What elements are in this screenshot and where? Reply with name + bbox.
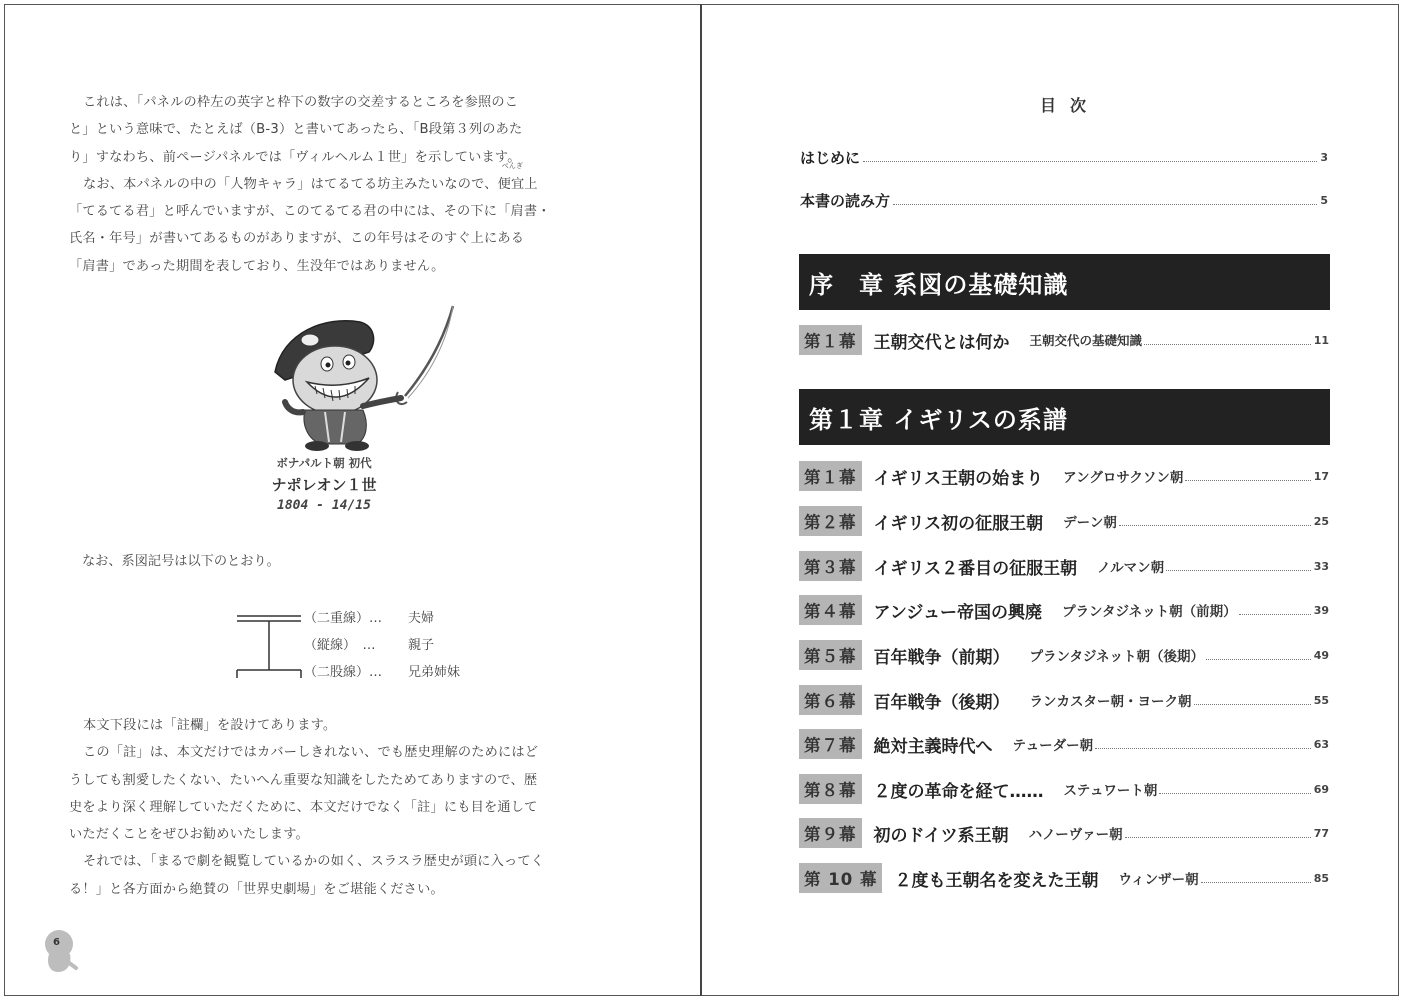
character-name: ナポレオン１世	[271, 476, 377, 494]
text-line: これは、「パネルの枠左の英字と枠下の数字の交差するところを参照のこ	[83, 95, 519, 110]
text-line: それでは、「まるで劇を観覧しているかの如く、スラスラ歴史が頭に入ってく	[83, 854, 545, 870]
act-page: 77	[1313, 826, 1329, 840]
legend-row	[304, 661, 460, 680]
dot-leader	[1239, 614, 1311, 615]
text-line: と」という意味で、たとえば（B-3）と書いてあったら、「B段第３列のあた	[69, 122, 523, 138]
dot-leader	[1194, 704, 1311, 705]
act-title: 絶対主義時代へ	[873, 736, 993, 757]
intro-paragraph	[69, 89, 609, 280]
legend-meaning: 兄弟姉妹	[408, 665, 461, 680]
act-page: 49	[1313, 648, 1329, 662]
legend-label: （縦線） …	[304, 638, 376, 653]
act-title: ２度の革命を経て……	[873, 781, 1044, 802]
act-label: 第４幕	[799, 595, 862, 625]
toc-title: 目次	[1040, 96, 1101, 115]
legend-label: （二重線）…	[304, 611, 383, 626]
dot-leader	[1125, 837, 1311, 838]
toc-front-entry[interactable]	[800, 146, 1328, 168]
act-page: 39	[1313, 603, 1329, 617]
act-subtitle: ステュワート朝	[1063, 783, 1158, 799]
act-label: 第１幕	[799, 461, 862, 491]
chapter-heading-1[interactable]: 第１章 イギリスの系譜	[799, 389, 1330, 445]
toc-entry-page: 3	[1320, 150, 1328, 164]
act-label: 第２幕	[799, 506, 862, 536]
act-title: 初のドイツ系王朝	[873, 825, 1009, 846]
toc-act-entry[interactable]	[799, 863, 1329, 893]
act-page: 63	[1313, 737, 1329, 751]
act-page: 11	[1313, 333, 1329, 347]
act-label: 第６幕	[799, 685, 862, 715]
text-line: いただくことをぜひお勧めいたします。	[69, 827, 309, 843]
dot-leader	[1095, 748, 1311, 749]
mascot-silhouette-icon	[40, 924, 80, 974]
legend-row	[304, 634, 434, 653]
footnote-paragraph	[69, 712, 609, 903]
page-number-badge	[40, 924, 80, 974]
act-subtitle: ランカスター朝・ヨーク朝	[1029, 694, 1192, 710]
toc-entry-title: 本書の読み方	[800, 191, 891, 210]
act-label: 第３幕	[799, 551, 862, 581]
text-line: 史をより深く理解していただくために、本文だけでなく「註」にも目を通して	[69, 799, 538, 815]
act-title: ２度も王朝名を変えた王朝	[894, 870, 1099, 891]
dot-leader	[1159, 793, 1310, 794]
toc-act-entry[interactable]	[799, 640, 1329, 670]
character-dynasty: ボナパルト朝 初代	[276, 456, 372, 470]
act-label: 第８幕	[799, 774, 862, 804]
act-page: 69	[1313, 782, 1329, 796]
text-line: うしても割愛したくない、たいへん重要な知識をしたためてありますので、歴	[69, 772, 538, 788]
act-subtitle: アングロサクソン朝	[1063, 470, 1184, 486]
text-line	[69, 161, 609, 198]
text-line: り」すなわち、前ページパネルでは「ヴィルヘルム１世」を示しています。	[69, 149, 521, 165]
ruby-word	[497, 161, 525, 198]
act-subtitle: ハノーヴァー朝	[1028, 827, 1123, 843]
act-title: 百年戦争（後期）	[873, 692, 1010, 713]
dot-leader	[1185, 480, 1310, 481]
ruby-reading: べんぎ	[501, 161, 524, 170]
act-page: 25	[1313, 514, 1329, 528]
toc-entry-title: はじめに	[800, 148, 861, 167]
toc-act-entry[interactable]	[799, 774, 1329, 804]
act-page: 33	[1313, 559, 1329, 573]
act-subtitle: テューダー朝	[1012, 738, 1094, 754]
act-subtitle: ノルマン朝	[1097, 560, 1165, 576]
character-years: 1804 - 14/15	[277, 498, 371, 513]
dot-leader	[893, 204, 1317, 205]
act-title: 王朝交代とは何か	[873, 332, 1010, 353]
act-page: 17	[1313, 469, 1329, 483]
act-title: イギリス初の征服王朝	[873, 513, 1044, 534]
chapter-heading-prologue[interactable]: 序 章 系図の基礎知識	[799, 254, 1330, 310]
act-label: 第９幕	[799, 818, 862, 848]
legend-row	[304, 607, 434, 626]
act-subtitle: 王朝交代の基礎知識	[1029, 333, 1143, 348]
act-title: イギリス王朝の始まり	[873, 468, 1044, 489]
act-title: 百年戦争（前期）	[873, 647, 1010, 668]
act-page: 85	[1313, 871, 1329, 885]
legend-label: （二股線）…	[304, 665, 383, 680]
toc-act-entry[interactable]	[799, 595, 1329, 625]
genealogy-legend	[230, 602, 530, 682]
page-gutter	[700, 4, 702, 996]
toc-act-entry[interactable]	[799, 551, 1329, 581]
dot-leader	[1201, 882, 1311, 883]
dot-leader	[1144, 344, 1311, 345]
act-label: 第 10 幕	[799, 863, 882, 893]
legend-intro: なお、系図記号は以下のとおり。	[82, 554, 280, 569]
act-title: アンジュー帝国の興廃	[873, 602, 1043, 623]
act-label: 第７幕	[799, 729, 862, 759]
page-number: 6	[53, 937, 60, 948]
dot-leader	[1166, 570, 1311, 571]
toc-act-entry[interactable]	[799, 506, 1329, 536]
text-line: る！」と各方面から絶賛の「世界史劇場」をご堪能ください。	[69, 881, 444, 897]
text-segment: なお、本パネルの中の「人物キャラ」はてるてる坊主みたいなので、	[83, 176, 498, 192]
text-line: 「てるてる君」と呼んでいますが、このてるてる君の中には、その下に「肩書・	[69, 204, 551, 220]
act-subtitle: デーン朝	[1063, 515, 1117, 531]
act-page: 55	[1313, 693, 1329, 707]
act-subtitle: ウィンザー朝	[1118, 872, 1199, 888]
text-line: 氏名・年号」が書いてあるものがありますが、この年号はそのすぐ上にある	[69, 231, 525, 247]
genealogy-symbols	[235, 610, 305, 682]
act-title: イギリス２番目の征服王朝	[873, 558, 1078, 579]
legend-meaning: 親子	[408, 638, 435, 653]
text-line: この「註」は、本文だけではカバーしきれない、でも歴史理解のためにはど	[83, 745, 539, 761]
toc-act-entry[interactable]	[799, 325, 1329, 355]
dot-leader	[1119, 525, 1311, 526]
text-segment: 上	[524, 176, 538, 192]
toc-entry-page: 5	[1320, 193, 1328, 207]
toc-front-entry[interactable]	[800, 189, 1328, 211]
act-label: 第５幕	[799, 640, 862, 670]
ruby-base: 便宜	[497, 176, 525, 192]
toc-act-entry[interactable]	[799, 729, 1329, 759]
legend-meaning: 夫婦	[408, 611, 435, 626]
toc-act-entry[interactable]	[799, 818, 1329, 848]
dot-leader	[863, 161, 1317, 162]
act-label: 第１幕	[799, 325, 862, 355]
act-subtitle: プランタジネット朝（後期）	[1029, 649, 1205, 665]
act-subtitle: プランタジネット朝（前期）	[1062, 604, 1237, 620]
toc-act-entry[interactable]	[799, 685, 1329, 715]
text-line: 「肩書」であった期間を表しており、生没年ではありません。	[69, 258, 445, 274]
toc-act-entry[interactable]	[799, 461, 1329, 491]
text-line: 本文下段には「註欄」を設けてあります。	[83, 718, 337, 733]
napoleon-character-illustration	[265, 302, 455, 452]
dot-leader	[1206, 659, 1311, 660]
